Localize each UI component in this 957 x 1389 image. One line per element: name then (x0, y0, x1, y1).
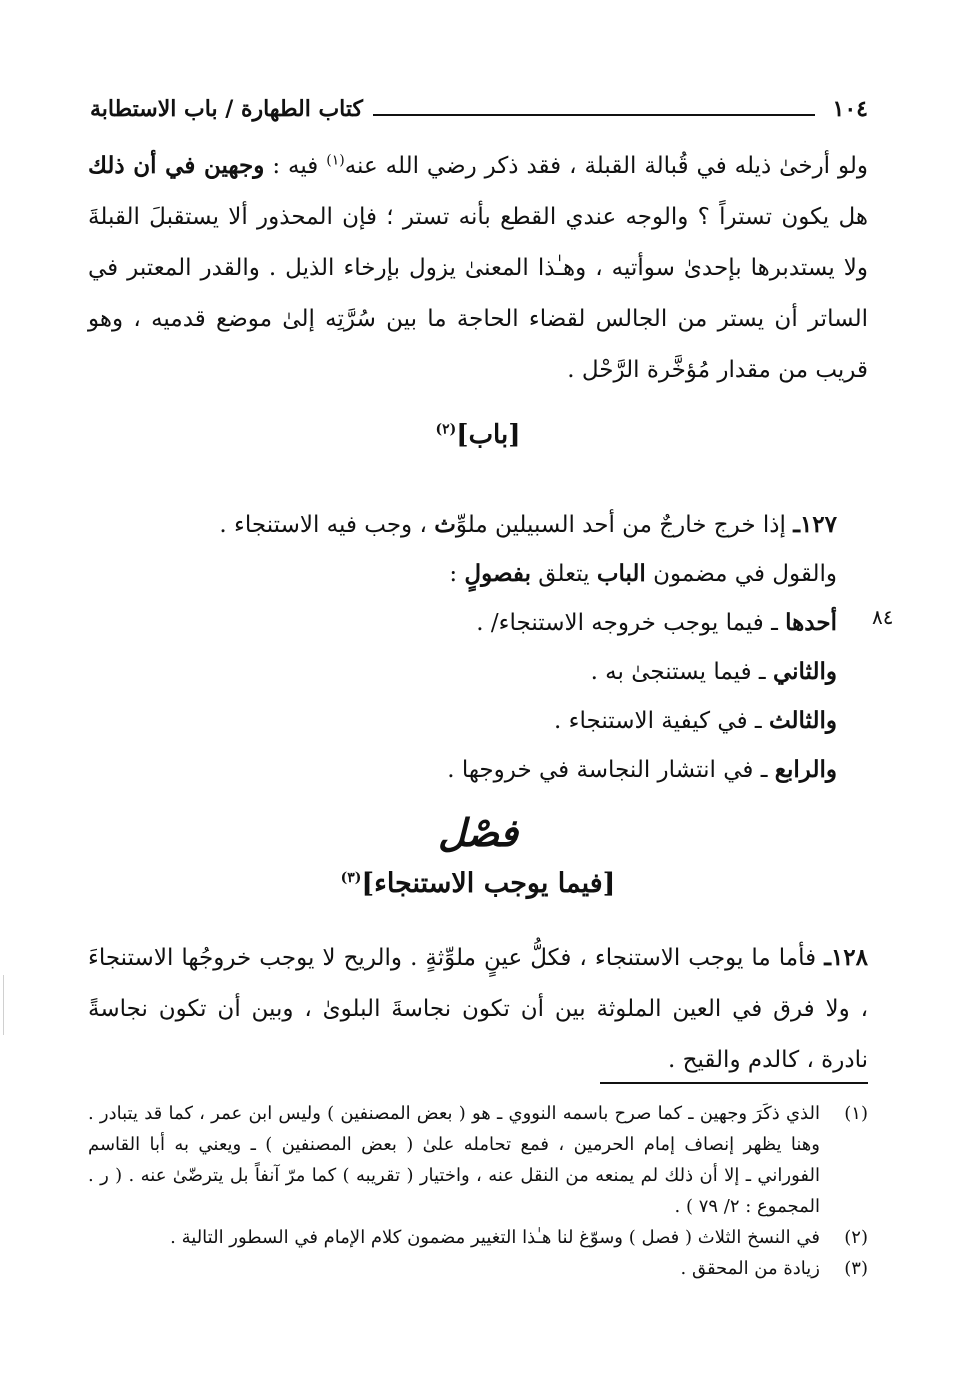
section-heading (88, 868, 868, 899)
running-head (90, 92, 868, 126)
chapter-heading-text: [باب] (456, 420, 521, 450)
intro-text-b: يتعلق (530, 561, 597, 587)
footnotes (88, 1098, 868, 1284)
footnote-number: (٢) (844, 1227, 868, 1248)
paragraph-number-128: ١٢٨ـ (824, 944, 868, 971)
footnote-number: (١) (844, 1103, 868, 1124)
margin-folio-number: ٨٤ (872, 605, 894, 629)
paragraph-127 (137, 500, 837, 549)
chapter-heading (88, 420, 868, 450)
intro-text-a: والقول في مضمون (645, 561, 837, 587)
intro-bold-fusul: بفصولٍ (464, 560, 531, 587)
footnote (88, 1098, 868, 1222)
list-item-text: ـ في كيفية الاستنجاء . (554, 708, 769, 734)
list-item-text: ـ في انتشار النجاسة في خروجها . (447, 757, 775, 783)
paragraph-128 (88, 932, 868, 1086)
footnote-ref-2: (٢) (435, 421, 457, 438)
list-item (137, 696, 837, 745)
p1-bold: وجهين في أن ذلك (88, 152, 265, 179)
p1-text-mid: فيه : (264, 153, 327, 179)
section-ornament: فصْل (438, 810, 518, 855)
footnote-text: زيادة من المحقق . (680, 1258, 820, 1279)
paragraph-intro (88, 140, 868, 396)
section-heading-text: [فيما يوجب الاستنجاء] (361, 868, 616, 899)
list-intro (137, 549, 837, 598)
footnote-ref-3: (٣) (340, 870, 362, 886)
paragraph-number-127: ١٢٧ـ (793, 511, 837, 538)
list-item-text: ـ فيما يستنجىٰ به . (590, 659, 773, 685)
section-list (137, 500, 837, 794)
footnote-number: (٣) (844, 1258, 868, 1279)
list-item-label: والرابع (774, 756, 837, 783)
intro-text-c: : (449, 561, 465, 587)
p1-text-a: ولو أرخىٰ ذيله في قُبالة القبلة ، فقد ذكر رضي الله عنه (344, 153, 869, 179)
p127-text-b: ، وجب فيه الاستنجاء . (219, 512, 435, 538)
page-number: ١٠٤ (832, 96, 868, 122)
scan-edge-mark (3, 975, 4, 1035)
header-rule (373, 114, 815, 116)
footnote-text: الذي ذكَرَ وجهين ـ كما صرح باسمه النووي ـ هو ( بعض المصنفين ) وليس ابن عمر ، كما قد يتبادر . وهنا يظهر إنصاف إمام الحرمين ، فمع تحامله علىٰ ( بعض المصنفين ) ـ ويعني به أبا القاسم الفوراني ـ إلا أن ذلك لم يمنعه من النقل عنه ، واختيار ( تقريبه ) كما مرّ آنفاً بل يترضّىٰ عنه . ( ر . المجموع : ٢/ ٧٩ ) . (88, 1103, 820, 1217)
list-item-label: والثاني (772, 658, 837, 685)
p1-text-rest: هل يكون تستراً ؟ والوجه عندي القطع بأنه تستر ؛ فإن المحذور ألا يستقبلَ القبلةَ ولا يستدبرها بإحدىٰ سوأتيه ، وهـٰذا المعنىٰ يزول بإرخاء الذيل . والقدر المعتبر في الساتر أن يستر من الجالس لقضاء الحاجة ما بين سُرَّتِه إلىٰ موضع قدميه ، وهو قريب من مقدار مُؤخَّرة الرَّحْل . (88, 204, 868, 383)
list-item (137, 598, 837, 647)
footnote-text: في النسخ الثلاث ( فصل ) وسوّغ لنا هـٰذا التغيير مضمون كلام الإمام في السطور التالية . (170, 1227, 820, 1248)
p127-bold: ث (434, 511, 456, 538)
footnote (88, 1253, 868, 1284)
footnote-rule (600, 1082, 868, 1084)
footnote-ref-1: (١) (326, 152, 345, 169)
intro-bold-bab: الباب (596, 560, 646, 587)
list-item-label: أحدها (785, 609, 837, 636)
footnote (88, 1222, 868, 1253)
p127-text-a: إذا خرج خارجٌ من أحد السبيلين ملوِّ (455, 512, 794, 538)
list-item-text: ـ فيما يوجب خروجه الاستنجاء/ . (476, 610, 786, 636)
list-item (137, 745, 837, 794)
list-item (137, 647, 837, 696)
p128-text: فأما ما يوجب الاستنجاء ، فكلُّ عينٍ ملوِّثةٍ . والريح لا يوجب خروجُها الاستنجاءَ ، ولا فرق في العين الملوثة بين أن تكون نجاسةَ البلوىٰ ، وبين أن تكون نجاسةً نادرة ، كالدم والقيح . (88, 945, 868, 1073)
list-item-label: والثالث (768, 707, 837, 734)
running-title: كتاب الطهارة / باب الاستطابة (90, 96, 363, 122)
